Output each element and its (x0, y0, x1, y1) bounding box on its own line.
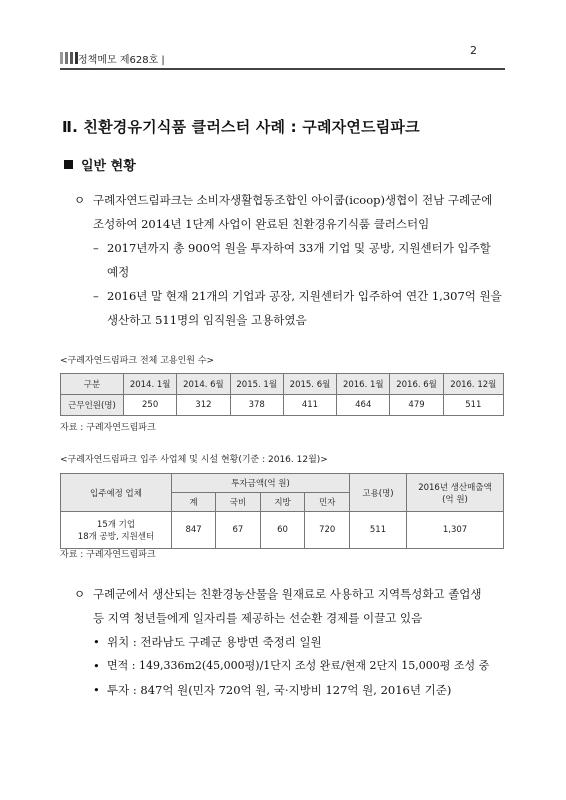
table-cell: 1,307 (407, 512, 504, 549)
header-bar (70, 52, 73, 64)
header-title: 정책메모 제628호 | (78, 55, 165, 66)
dot-marker: • (93, 635, 100, 649)
table2-caption: <구례자연드림파크 입주 사업체 및 시설 현황(기준 : 2016. 12월)> (60, 455, 328, 465)
table-cell: 378 (230, 395, 283, 416)
employment-table (60, 373, 504, 416)
table-header-cell (407, 474, 504, 512)
economy-bullet: ㅇ (74, 587, 86, 601)
table-header-cell: 입주예정 업체 (61, 474, 172, 512)
general-sub1-line-2: 예정 (107, 265, 130, 279)
table-cell: 근무인원(명) (61, 395, 124, 416)
section-title: Ⅱ. 친환경유기식품 클러스터 사례 : 구례자연드림파크 (62, 118, 420, 136)
economy-item-area: 면적 : 149,336m2(45,000평)/1단지 조성 완료/현재 2단지 15,000평 조성 중 (107, 659, 490, 672)
header-bar (60, 52, 63, 64)
table-header-cell: 2014. 6월 (177, 374, 230, 395)
table-header-cell: 투자금액(억 원) (172, 474, 350, 493)
table-header-cell: 고용(명) (350, 474, 407, 512)
header-bar (65, 52, 68, 64)
table1-caption: <구례자연드림파크 전체 고용인원 수> (60, 356, 215, 366)
table-row (61, 512, 504, 549)
economy-item-investment: 투자 : 847억 원(민자 720억 원, 국·지방비 127억 원, 2016년 기준) (107, 683, 452, 697)
table-cell: 60 (260, 512, 305, 549)
header-divider (60, 68, 505, 70)
table-header-cell: 지방 (260, 493, 305, 512)
table-header-cell: 계 (172, 493, 216, 512)
table-header-row (61, 374, 504, 395)
square-bullet-icon (64, 160, 73, 169)
economy-line-2: 등 지역 청년들에게 일자리를 제공하는 선순환 경제를 이끌고 있음 (93, 611, 423, 625)
company-line: 15개 기업 (96, 520, 136, 530)
general-sub2-line-1: 2016년 말 현재 21개의 기업과 공장, 지원센터가 입주하여 연간 1,307억 원을 (107, 289, 502, 303)
table-cell: 720 (305, 512, 350, 549)
dash-marker: – (93, 241, 99, 255)
table-cell: 511 (443, 395, 503, 416)
company-line: 18개 공방, 지원센터 (77, 532, 155, 542)
sales-header-unit: (억 원) (442, 494, 468, 505)
table-cell: 464 (337, 395, 390, 416)
table-cell: 847 (172, 512, 216, 549)
tenant-facility-table (60, 473, 504, 549)
table1-source: 자료 : 구례자연드림파크 (60, 423, 156, 433)
table-row (61, 395, 504, 416)
economy-line-1: 구례군에서 생산되는 친환경농산물을 원재료로 사용하고 지역특성화고 졸업생 (93, 587, 482, 601)
dot-marker: • (93, 659, 100, 673)
table-cell: 411 (283, 395, 336, 416)
table-header-cell: 민자 (305, 493, 350, 512)
table2-source: 자료 : 구례자연드림파크 (60, 550, 156, 560)
page-number: 2 (470, 44, 477, 57)
subsection-heading (64, 155, 136, 174)
table-header-cell: 2015. 1월 (230, 374, 283, 395)
table-cell: 511 (350, 512, 407, 549)
table-header-cell: 2016. 1월 (337, 374, 390, 395)
table-header-cell: 2015. 6월 (283, 374, 336, 395)
dot-marker: • (93, 683, 100, 697)
general-line-1: 구례자연드림파크는 소비자생활협동조합인 아이쿱(icoop)생협이 전남 구례군에 (93, 193, 493, 207)
table-header-cell: 국비 (216, 493, 261, 512)
table-cell: 479 (390, 395, 443, 416)
general-bullet: ㅇ (74, 193, 86, 207)
table-cell: 250 (124, 395, 177, 416)
table-header-cell: 2016. 6월 (390, 374, 443, 395)
general-sub2-line-2: 생산하고 511명의 임직원을 고용하였음 (107, 313, 307, 327)
table-cell (61, 512, 172, 549)
table-header-cell: 2014. 1월 (124, 374, 177, 395)
table-cell: 312 (177, 395, 230, 416)
table-header-cell: 2016. 12월 (443, 374, 503, 395)
economy-item-location: 위치 : 전라남도 구례군 용방면 죽정리 일원 (107, 635, 322, 649)
header-decoration-bars (60, 52, 78, 64)
sales-header: 2016년 생산매출액 (418, 482, 492, 493)
general-line-2: 조성하여 2014년 1단계 사업이 완료된 친환경유기식품 클러스터임 (93, 217, 430, 231)
table-header-cell: 구분 (61, 374, 124, 395)
general-sub1-line-1: 2017년까지 총 900억 원을 투자하여 33개 기업 및 공방, 지원센터가 입주할 (107, 241, 491, 255)
table-cell: 67 (216, 512, 261, 549)
dash-marker: – (93, 289, 99, 303)
subsection-title: 일반 현황 (81, 159, 136, 174)
table-header-row (61, 474, 504, 493)
